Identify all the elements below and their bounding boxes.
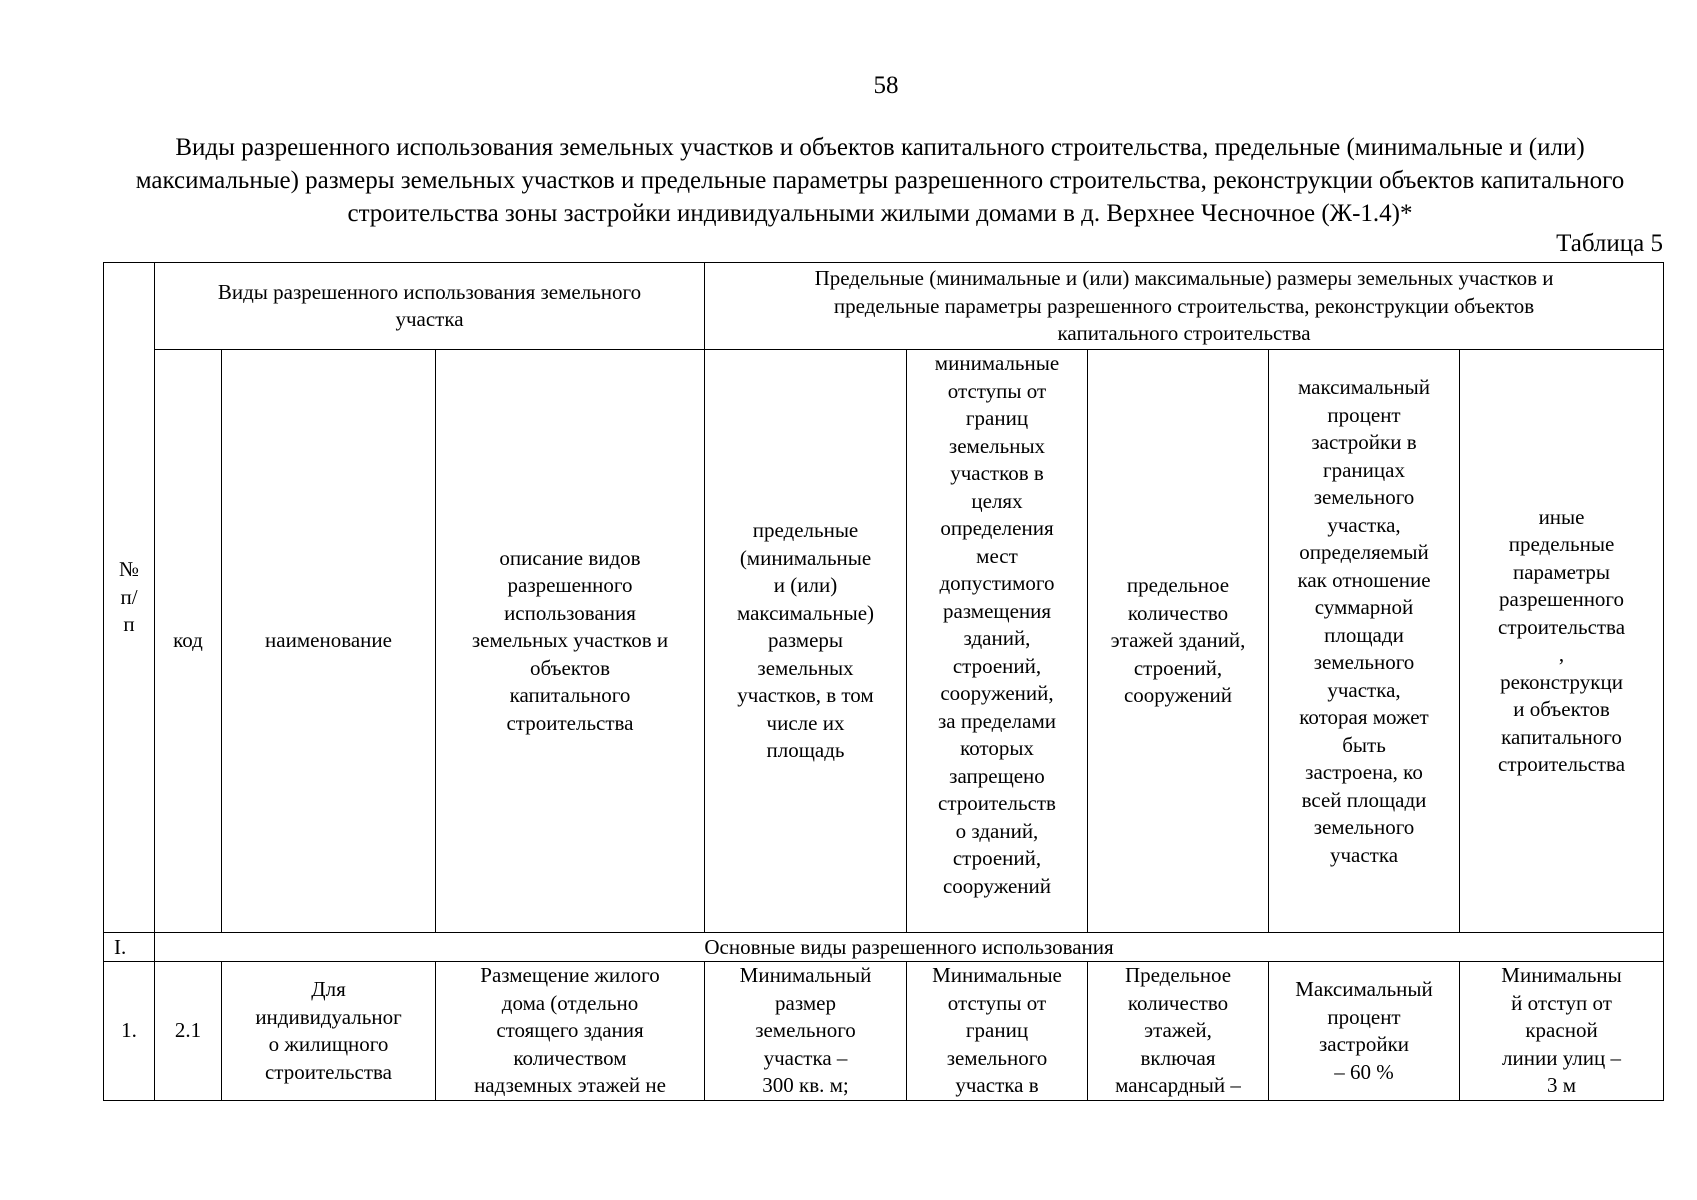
header-group-left: Виды разрешенного использования земельного участка bbox=[155, 263, 705, 350]
header-other: иные предельные параметры разрешенного строительства , реконструкци и объектов капитального строительства bbox=[1460, 350, 1664, 933]
row-floors: Предельное количество этажей, включая мансардный – bbox=[1088, 962, 1269, 1101]
section-row bbox=[104, 933, 1664, 962]
row-setbacks: Минимальные отступы от границ земельного участка в bbox=[907, 962, 1088, 1101]
regulations-table bbox=[103, 262, 1664, 1101]
header-floors: предельное количество этажей зданий, строений, сооружений bbox=[1088, 350, 1269, 933]
table-row bbox=[104, 962, 1664, 1101]
row-description: Размещение жилого дома (отдельно стоящего здания количеством надземных этажей не bbox=[436, 962, 705, 1101]
header-num: № п/ п bbox=[104, 263, 155, 933]
header-description: описание видов разрешенного использования земельных участков и объектов капитального строительства bbox=[436, 350, 705, 933]
section-label: Основные виды разрешенного использования bbox=[155, 933, 1664, 962]
table-label: Таблица 5 bbox=[1556, 230, 1663, 257]
section-num: I. bbox=[104, 933, 155, 962]
row-name: Для индивидуальног о жилищного строительства bbox=[222, 962, 436, 1101]
row-code: 2.1 bbox=[155, 962, 222, 1101]
row-num: 1. bbox=[104, 962, 155, 1101]
header-setbacks: минимальные отступы от границ земельных участков в целях определения мест допустимого размещения зданий, строений, сооружений, за пределами которых запрещено строительств о зданий, строений, сооружений bbox=[907, 350, 1088, 933]
header-group-row bbox=[104, 263, 1664, 350]
header-sizes: предельные (минимальные и (или) максимальные) размеры земельных участков, в том числе их площадь bbox=[705, 350, 907, 933]
row-other: Минимальны й отступ от красной линии улиц – 3 м bbox=[1460, 962, 1664, 1101]
header-columns-row bbox=[104, 350, 1664, 933]
header-name: наименование bbox=[222, 350, 436, 933]
header-coverage: максимальный процент застройки в границах земельного участка, определяемый как отношение суммарной площади земельного участка, которая может быть застроена, ко всей площади земельного участка bbox=[1269, 350, 1460, 933]
page-number: 58 bbox=[873, 72, 899, 99]
header-code: код bbox=[155, 350, 222, 933]
row-coverage: Максимальный процент застройки – 60 % bbox=[1269, 962, 1460, 1101]
header-group-right: Предельные (минимальные и (или) максимальные) размеры земельных участков и предельные параметры разрешенного строительства, реконструкции объектов капитального строительства bbox=[705, 263, 1664, 350]
row-sizes: Минимальный размер земельного участка – 300 кв. м; bbox=[705, 962, 907, 1101]
document-title: Виды разрешенного использования земельных участков и объектов капитального строительства, предельные (минимальные и (или) максимальные) размеры земельных участков и предельные параметры разрешенного строительства, реконструкции объектов капитального строительства зоны застройки индивидуальными жилыми домами в д. Верхнее Чесночное (Ж-1.4)* bbox=[135, 134, 1625, 227]
